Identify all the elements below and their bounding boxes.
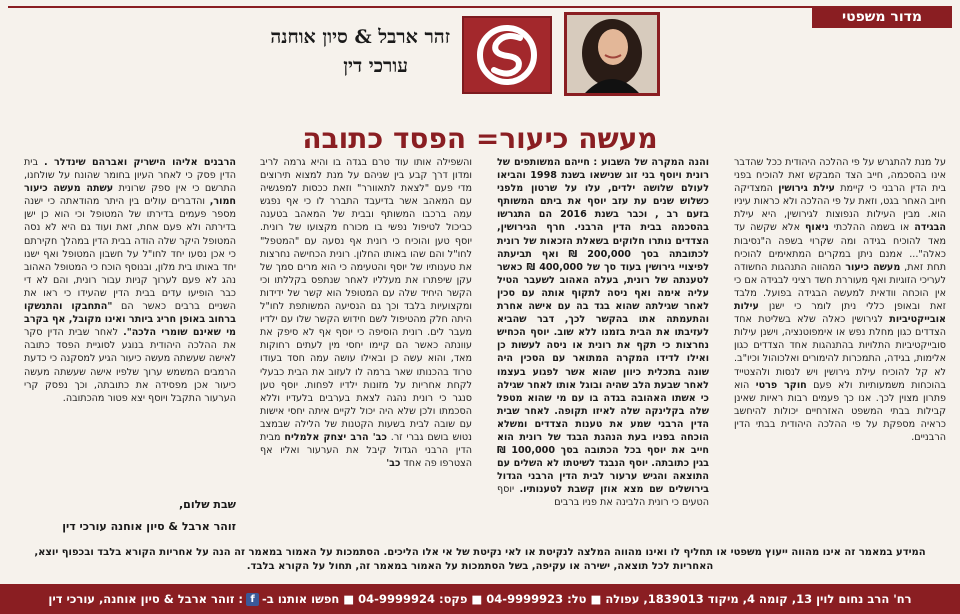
- article-column-2: [497, 156, 709, 526]
- body-text: המצדיקה חיוב האחר בגט, וזאת על פי ההלכה ולא כראות עיניו הוא.: [734, 183, 946, 221]
- body-text: מבין העילות הנפוצות לגירושין, היא עילת: [734, 209, 921, 221]
- article-column-1: [734, 156, 946, 526]
- bold-text: עשתה מעשה כיעור חמור,: [24, 183, 236, 208]
- bold-text: עילת גירושין: [778, 183, 835, 195]
- bold-text: כב' הרב יצחק אלמליח: [284, 431, 387, 443]
- body-text: [647, 209, 655, 220]
- person-portrait-icon: [567, 15, 657, 93]
- body-text: והדברים עולים בין היתר מהודאתה כי ישנה מספר פעמים בדירתו של המטופל וכי הוא כן ישן בדירתה ולא פעם אחת, זאת ועוד גם היא לא נסה המטופל היקר שלה הודה בבית הדין במהלך חקירתם כי אכן נסעו יחד לחו"ל על חשבון המטופל ואף ישנו יחד באותו בית מלון, ובנוסף הוכח כי המטופל האהוב נהג לא פעם לערוך קניות עבור רונית, והם לא די כבר הופיעו עדים בבית הדין שהעידו כי ראו את השניים ברבים כאשר הם: [24, 196, 236, 313]
- signature-name: זוהר ארבל & סיון אוחנה עורכי דין: [62, 520, 236, 533]
- body-text: המהווה התנהגות החשודה לעריכי הזוגיות ואף מעוררת חשד רציני לבגידה אם כי אין הוכחה וודאית למעשה הבגידה בפועל.: [734, 261, 946, 299]
- body-text: והשפילה אותו עוד טרם בגדה בו והיא גרמה לריב ומדון דרך קבע בין שניהם על מנת למצוא תירוצים מדי פעם "לצאת לתאוורר" וזאת ככסות למפגשיה עם המאהב אשר בדיעבד התברר לו כי אף נפגש עמה ברכבו המשותף ובבית של המאהב בטענה כביכול לטיפול נפשי בו מכורח מקצועו של רונית.: [260, 157, 472, 234]
- bold-text: עלו על שרטון מלפני כשלוש שנים עת עזב יוסף את ביתם המשותף בזעם רב ,: [497, 183, 709, 221]
- body-text: על מנת להתגרש על פי ההלכה היהודית ככל שהדבר אינו בהסכמה, חייב הצד המבקש זאת להוכיח בפני בית הדין הרבני כי קיימת: [734, 157, 946, 195]
- signature: [24, 494, 236, 538]
- section-tag: מדור משפטי: [812, 6, 952, 28]
- body-text: לגירושין כאלה שלא בשליטת אחד הצדדים כגון מחלת נפש או אימפוטנציה, וישנן עילות סובייקטיביות התלויות בהתנהגות אחד הצדדים כגון אלימות, בגידה, התמכרות להימורים ואלכוהול וכיו"ב.: [734, 314, 946, 365]
- footer-address: רח' הרב נחום לוין 13, קומה 4, מיקוד 1839013, עפולה ■ טל: 04-9999923 ■ פקס: 04-9999924 ■ חפשו אותנו ב-: [262, 592, 912, 606]
- body-text: אלא שקשה עד מאד להוכיח בגידה ומה שקרוי בשפה ה"נסיבות כאלה"... אמנם ניתן במקרים המתאימים להוכיח תחת זאת,: [734, 222, 946, 273]
- contact-footer: [0, 584, 960, 614]
- body-text: יוסף טען והוכיח כי רונית אף נסעה עם "המטפל" לחו"ל והם שהו באותו החלון.: [260, 235, 472, 260]
- bold-text: חוקר פרטי: [755, 379, 807, 391]
- bold-text: חרף הגירושין, הצדדים נותרו חלוקים בשאלת הזכאות של רונית לכתובתה בסך 200,000 ₪ ואף תביעתה לפיצויי גירושין בעוד סך של 400,000 ₪ כאשר לטענתה של רונית, בעלה האהוב לשעבר הטיל עליה אימה ואף ניסה לתקוף אותה עם סכין לאחר שגילתה שהוא בגד בה עם אישה אחרת והתעמתה אתו בהקשר לכך, דבר שהביא לעזיבתו את הבית בזמנו ללא שוב.: [497, 222, 709, 339]
- body-text: [600, 183, 607, 194]
- bold-text: מעשה כיעור: [845, 261, 901, 273]
- author-photo: [564, 12, 660, 96]
- bold-text: לאחר שבית הדין הרבני שמע את טענות הצדדים ומשלא הוכחה בפניו בעת הנהגת הבגד של רונית הוא חייב את יוסף בכל הכתובה בסך 100,000 ₪ בגין כתובתה.: [497, 405, 709, 470]
- bold-text: הרבנים אליהו הישריק ואברהם שינדלר .: [44, 157, 236, 168]
- bold-text: "התחבקו והתנשקו ברחוב באופן חריג ביותר ואינו מקובל, אף בקרב מי שאינם שומרי הלכה".: [24, 301, 236, 339]
- body-text: רונית הוסיפה כי יוסף אף לא סיפק את עוונתה כאשר הם קיימו יחסי מין לעתים רחוקות מאד, והוא עשה כן ובאילו עושה עמה חסד בעודו טרוד בהכנותו שאר ברמה לו לעזוב את הבית כבעלי לקחת אחריות על מזונות ילדיו לפחות.: [260, 327, 472, 391]
- firm-logo: [462, 16, 552, 94]
- article-headline: מעשה כיעור= הפסד כתובה: [302, 122, 658, 155]
- body-text: מלבד זאת ובאופן כללי ניתן לומר כי ישנן: [734, 287, 946, 313]
- body-text: מבית הדין הרבני הגדול קיבל את הערעור ואליו אף הצטרפו פה אחד: [260, 431, 472, 470]
- body-text: יוסף הטעים כי רונית הלבינה את פניו ברבים: [497, 484, 709, 509]
- body-text: לאחר שבית הדין סקר את ההלכה היהודית בנוגע לסוגיית הפסד כתובה לאישה שעשתה מעשה כיעור הגיע למסקנה כי כדעת הרמבים המשמש ערוך שלפיו אישה שעשתה מעשה כיעור אכן מפסידה את כתובתה, וכך נפסק קרי הערעור התקבל ויוסף יצא פטור מהכתובה.: [24, 327, 236, 404]
- bold-text: כב': [386, 458, 401, 470]
- author-line-2: עורכי דין: [343, 55, 408, 77]
- facebook-icon[interactable]: f: [246, 593, 259, 606]
- signature-greeting: שבת שלום,: [178, 498, 236, 511]
- bold-text: והנה המקרה של השבוע :: [593, 157, 709, 168]
- top-rule: [8, 6, 952, 8]
- bold-text: יוסף הנבגד לשיטתו לא השלים עם התוצאה והגיש ערעור לבית הדין הרבני הגדול בירושלים שם מצא אוזן קשבת לטענותיו.: [497, 458, 709, 496]
- author-names: [240, 26, 450, 78]
- body-text: או בשמה ההלכתי: [828, 222, 915, 234]
- author-line-1: זהר ארבל & סיון אוחנה: [270, 26, 450, 48]
- article-paragraph: [497, 156, 709, 510]
- body-text: יוסף טען סנגר כי רונית נהגה לצאת בערבים בלעדיו וללא הסכמתו ולכן שלא היה יכול לקיים איתה יחסי אישות עם שובה לבית בשעות הקטנות של הלילה שבמצב נטוש בושם גברי זר.: [260, 379, 472, 443]
- body-text: רונית הכחישה נחרצות את טענותיו של יוסף והטעימה כי הוא מרים סמך של עקן שיפתרו את מעלליו לאחר שנתפס בקללתו וכי הקשר היחיד שלה עם המטופל הוא קשר של ידידות ומקצועיות בלבד וכך גם הנסיעה המשותפת לחו"ל היתה חלק מהטיפול לשם חידוש הקשר שלו עם ילדיו מעבר לים.: [260, 248, 472, 339]
- article-paragraph: [734, 156, 946, 444]
- article-column-4: [24, 156, 236, 526]
- body-text: [565, 222, 574, 233]
- bold-text: חייהם המשותפים של רונית ויוסף בני זוג שנישאו בשנת 1998 והביאו לעולם שלושה ילדים,: [497, 157, 709, 195]
- body-text: לא קל להוכיח עילת גירושין ויש לנסות ולהצטייד בהוכחות משמעותיות ולא פעם: [734, 366, 946, 391]
- body-text: הוא פתרון מצוין לכך. אנו כך פעמים רבות ראיות שאינן קבילות בבתי המשפט האזרחיים יכולות להיחשב כראיה מספקת על פי ההלכה היהודית בבתי הדין הרבניים.: [734, 379, 946, 443]
- body-text: בית הדין פסק כי לאחר העיון בחומר שהונח על שולחנו, התרשם כי אין ספק שרונית: [24, 157, 236, 195]
- bold-text: וכבר בשנת 2016 הם התגרשו בהסכמה בבית הדין הרבני.: [497, 209, 709, 234]
- bold-text: יוסף הכחיש נחרצות כי תקף את רונית או ניסה לעשות כן ואילו לדידו המקרה המתואר עם הסכין היה שונה בתכלית כיוון שהוא אשר לפגוע בעצמו לאחר שבעת הלב שהיה ובוגל אותו לאחר שגילה כי אשתו האהובה בגדה בו עם מי שהוא מטפל שלה בקלינקה שלה לאיזו תקופה.: [497, 327, 709, 417]
- footer-office: : זוהר ארבל & סיון אוחנה, עורכי דין: [48, 592, 244, 606]
- firm-logo-icon: [464, 18, 550, 92]
- legal-disclaimer: המידע במאמר זה אינו מהווה ייעוץ משפטי או תחליף לו ואינו מהווה המלצה לנקיטת או לאי נקיטת של אי אלו הליכים. הסתמכות על האמור במאמר זה הנה על אחריות הקורא בלבד ובכפוף יוצא, האחריות לכל תוצאה, ישירה או עקיפה, בשל הסתמכות על האמור במאמר זה, תחול על הקורא בלבד.: [34, 547, 926, 572]
- article-column-3: [260, 156, 472, 526]
- bold-text: עילות אובייקטיביות: [734, 301, 946, 326]
- bold-text: ניאוף: [804, 222, 829, 234]
- bold-text: הבגידה: [914, 222, 946, 234]
- article-paragraph: [24, 156, 236, 405]
- article-paragraph: [260, 156, 472, 470]
